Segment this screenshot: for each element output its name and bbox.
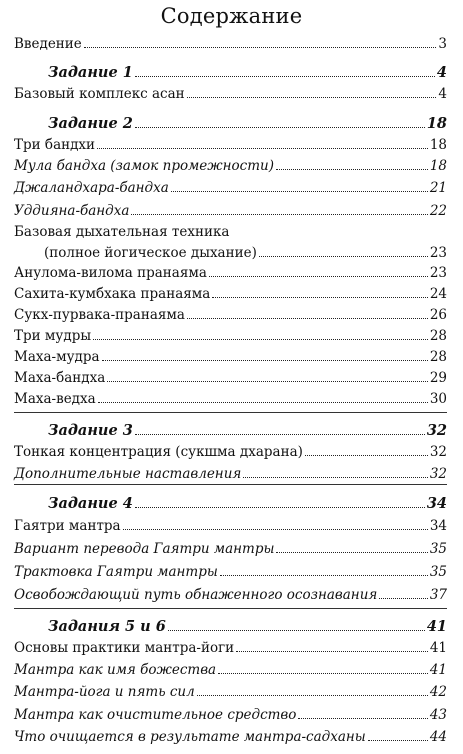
dot-leader — [305, 455, 428, 456]
toc-entry[interactable] — [14, 203, 447, 219]
toc-entry-label: Джаландхара-бандха — [14, 180, 169, 196]
toc-page-number: 30 — [429, 391, 447, 407]
toc-entry[interactable] — [14, 245, 447, 261]
toc-entry-label: Что очищается в результате мантра-садханы — [14, 729, 366, 745]
toc-entry-label: Мантра-йога и пять сил — [14, 684, 195, 700]
toc-entry-label: Задания 5 и 6 — [48, 618, 166, 635]
toc-page-number: 4 — [438, 86, 447, 102]
toc-entry-label: Гаятри мантра — [14, 518, 121, 534]
toc-page-number: 41 — [426, 618, 447, 635]
dot-leader — [197, 695, 428, 696]
toc-entry-label: Освобождающий путь обнаженного осознавания — [14, 587, 378, 603]
toc-entry-label: Уддияна-бандха — [14, 203, 130, 219]
toc-page-number: 44 — [429, 729, 447, 745]
dot-leader — [97, 148, 428, 149]
dot-leader — [98, 402, 428, 403]
toc-entry[interactable] — [14, 370, 447, 386]
dot-leader — [102, 360, 428, 361]
toc-page-number: 34 — [429, 518, 447, 534]
toc-entry[interactable] — [14, 286, 447, 302]
toc-entry[interactable] — [14, 265, 447, 281]
dot-leader — [368, 740, 428, 741]
toc-entry-label: Маха-мудра — [14, 349, 100, 365]
section-divider — [14, 484, 447, 485]
toc-entry[interactable] — [14, 307, 447, 323]
toc-page-number: 35 — [429, 541, 447, 557]
toc-entry-label: Мула бандха (замок промежности) — [14, 158, 274, 174]
dot-leader — [187, 97, 437, 98]
toc-entry-label: Задание 3 — [48, 422, 133, 439]
toc-section-heading[interactable] — [14, 422, 447, 439]
toc-section-heading[interactable] — [14, 618, 447, 635]
toc-page-number: 18 — [429, 137, 447, 153]
toc-page-number: 42 — [429, 684, 447, 700]
toc-entry-label: Базовый комплекс асан — [14, 86, 185, 102]
dot-leader — [135, 434, 425, 435]
dot-leader — [187, 318, 428, 319]
toc-page-number: 4 — [436, 64, 447, 81]
dot-leader — [212, 297, 427, 298]
toc-page-number: 41 — [429, 662, 447, 678]
toc-section-heading[interactable] — [14, 115, 447, 132]
dot-leader — [220, 575, 428, 576]
dot-leader — [107, 381, 428, 382]
section-divider — [14, 608, 447, 609]
dot-leader — [276, 552, 427, 553]
dot-leader — [379, 598, 427, 599]
toc-entry-label-line1: Базовая дыхательная техника — [14, 224, 230, 240]
toc-entry[interactable] — [14, 444, 447, 460]
toc-entry-label: Три мудры — [14, 328, 92, 344]
toc-page-number: 28 — [429, 328, 447, 344]
toc-entry-label: Основы практики мантра-йоги — [14, 640, 235, 656]
toc-entry[interactable] — [14, 587, 447, 603]
dot-leader — [135, 76, 435, 77]
toc-entry-label: Маха-ведха — [14, 391, 96, 407]
toc-entry-label: Мантра как имя божества — [14, 662, 217, 678]
toc-entry-label: (полное йогическое дыхание) — [44, 245, 257, 261]
toc-page-number: 3 — [438, 36, 447, 52]
toc-entry-label: Мантра как очистительное средство — [14, 707, 297, 723]
toc-entry-label: Введение — [14, 36, 82, 52]
section-divider — [14, 412, 447, 413]
toc-page-number: 34 — [426, 495, 447, 512]
toc-entry[interactable] — [14, 541, 447, 557]
toc-entry[interactable] — [14, 564, 447, 580]
toc-entry-label: Маха-бандха — [14, 370, 106, 386]
toc-entry[interactable] — [14, 640, 447, 656]
toc-entry-label: Анулома-вилома пранаяма — [14, 265, 207, 281]
toc-entry[interactable] — [14, 158, 447, 174]
dot-leader — [298, 718, 427, 719]
toc-page-number: 21 — [429, 180, 447, 196]
dot-leader — [209, 276, 428, 277]
toc-entry-label: Задание 1 — [48, 64, 133, 81]
toc-entry[interactable] — [14, 518, 447, 534]
dot-leader — [276, 169, 428, 170]
dot-leader — [135, 127, 425, 128]
dot-leader — [236, 651, 428, 652]
toc-entry[interactable] — [14, 180, 447, 196]
toc-page-number: 35 — [429, 564, 447, 580]
toc-page-number: 18 — [426, 115, 447, 132]
toc-entry[interactable] — [14, 36, 447, 52]
dot-leader — [168, 630, 425, 631]
toc-page-number: 28 — [429, 349, 447, 365]
toc-entry-label: Тонкая концентрация (сукшма дхарана) — [14, 444, 303, 460]
toc-entry-label: Три бандхи — [14, 137, 96, 153]
dot-leader — [123, 529, 428, 530]
toc-page-number: 43 — [429, 707, 447, 723]
toc-page-number: 41 — [429, 640, 447, 656]
toc-entry-label: Задание 2 — [48, 115, 133, 132]
dot-leader — [171, 191, 428, 192]
toc-entry[interactable] — [14, 328, 447, 344]
toc-entry[interactable] — [14, 391, 447, 407]
toc-entry-label: Трактовка Гаятри мантры — [14, 564, 218, 580]
dot-leader — [218, 673, 428, 674]
dot-leader — [135, 507, 425, 508]
dot-leader — [84, 47, 437, 48]
toc-page-number: 32 — [429, 466, 447, 482]
toc-entry-label: Сукх-пурвака-пранаяма — [14, 307, 185, 323]
dot-leader — [131, 214, 427, 215]
toc-page-number: 22 — [429, 203, 447, 219]
toc-page-number: 32 — [429, 444, 447, 460]
page-title: Содержание — [160, 4, 303, 28]
dot-leader — [243, 477, 427, 478]
toc-entry-label: Вариант перевода Гаятри мантры — [14, 541, 275, 557]
toc-entry[interactable] — [14, 707, 447, 723]
toc-page-number: 23 — [429, 245, 447, 261]
toc-page-number: 23 — [429, 265, 447, 281]
toc-entry[interactable] — [14, 466, 447, 482]
toc-page-number: 24 — [429, 286, 447, 302]
toc-page-number: 29 — [429, 370, 447, 386]
toc-entry[interactable] — [14, 86, 447, 102]
toc-entry[interactable] — [14, 137, 447, 153]
toc-entry-label: Дополнительные наставления — [14, 466, 242, 482]
dot-leader — [259, 256, 428, 257]
toc-page-number: 18 — [429, 158, 447, 174]
toc-entry[interactable] — [14, 729, 447, 745]
toc-entry[interactable] — [14, 662, 447, 678]
toc-section-heading[interactable] — [14, 64, 447, 81]
toc-page-number: 26 — [429, 307, 447, 323]
toc-entry[interactable] — [14, 684, 447, 700]
toc-page-number: 32 — [426, 422, 447, 439]
toc-page-number: 37 — [429, 587, 447, 603]
toc-section-heading[interactable] — [14, 495, 447, 512]
dot-leader — [93, 339, 428, 340]
toc-entry[interactable] — [14, 349, 447, 365]
toc-entry-label: Сахита-кумбхака пранаяма — [14, 286, 211, 302]
toc-entry-label: Задание 4 — [48, 495, 133, 512]
